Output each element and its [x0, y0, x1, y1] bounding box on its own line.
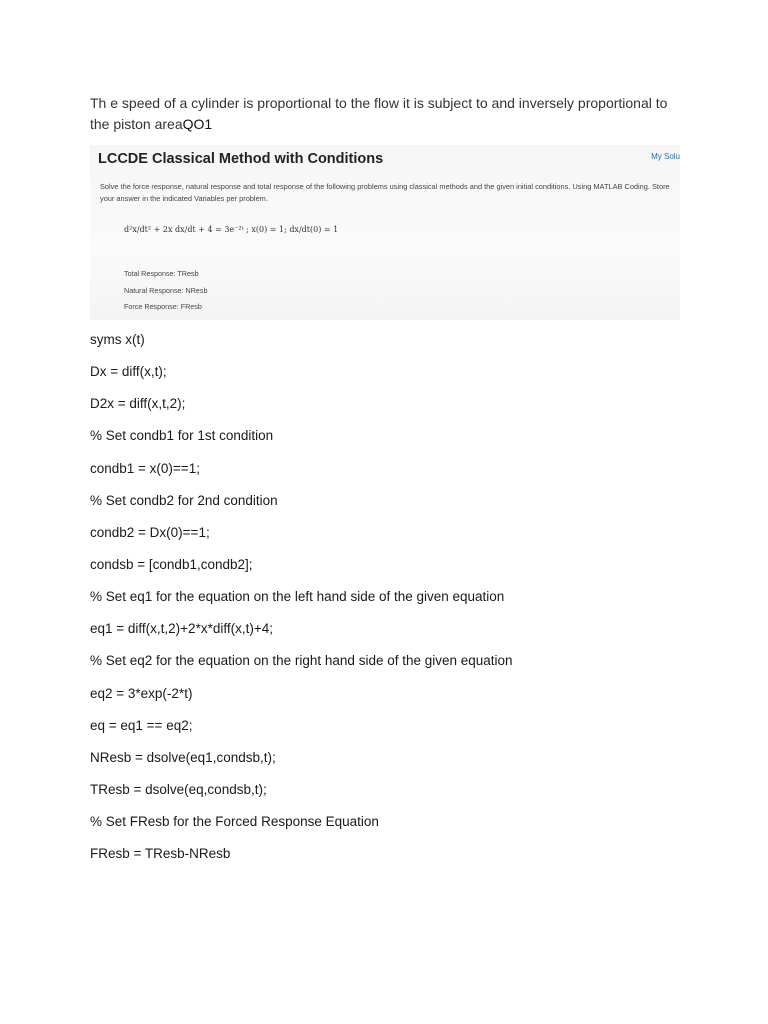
intro-paragraph: [90, 93, 690, 135]
my-solutions-link[interactable]: My Solu: [651, 152, 680, 161]
code-line: NResb = dsolve(eq1,condsb,t);: [90, 749, 276, 765]
code-comment: % Set eq1 for the equation on the left hand side of the given equation: [90, 589, 505, 605]
question-label: QO1: [182, 116, 213, 132]
code-line: eq2 = 3*exp(-2*t): [90, 685, 193, 701]
code-comment: % Set eq2 for the equation on the right hand side of the given equation: [90, 653, 513, 669]
code-line: condb1 = x(0)==1;: [90, 460, 200, 476]
code-comment: % Set condb1 for 1st condition: [90, 428, 274, 444]
problem-screenshot: [90, 145, 680, 320]
intro-text: Th e speed of a cylinder is proportional to the flow it is subject to and inversely proportional to the piston area: [90, 95, 668, 132]
matlab-code-block: [90, 331, 710, 877]
differential-equation: d²x/dt² + 2x dx/dt + 4 = 3e⁻²ᵗ ; x(0) = 1; dx/dt(0) = 1: [124, 225, 339, 234]
natural-response-label: Natural Response: NResb: [124, 286, 208, 295]
total-response-label: Total Response: TResb: [124, 269, 199, 278]
code-line: FResb = TResb-NResb: [90, 846, 231, 862]
code-line: eq1 = diff(x,t,2)+2*x*diff(x,t)+4;: [90, 621, 273, 637]
problem-description: Solve the force response, natural response and total response of the following problems using classical methods and the given initial conditions. Using MATLAB Coding. Store your answer in the indicated Variables per problem.: [100, 182, 670, 203]
code-line: condsb = [condb1,condb2];: [90, 556, 253, 572]
code-line: eq = eq1 == eq2;: [90, 717, 193, 733]
code-line: condb2 = Dx(0)==1;: [90, 524, 210, 540]
code-line: D2x = diff(x,t,2);: [90, 396, 186, 412]
code-line: Dx = diff(x,t);: [90, 364, 167, 380]
code-comment: % Set condb2 for 2nd condition: [90, 492, 278, 508]
code-line: TResb = dsolve(eq,condsb,t);: [90, 781, 267, 797]
force-response-label: Force Response: FResb: [124, 302, 202, 311]
code-comment: % Set FResb for the Forced Response Equation: [90, 814, 379, 830]
problem-title: LCCDE Classical Method with Conditions: [98, 151, 384, 167]
code-line: syms x(t): [90, 332, 145, 347]
